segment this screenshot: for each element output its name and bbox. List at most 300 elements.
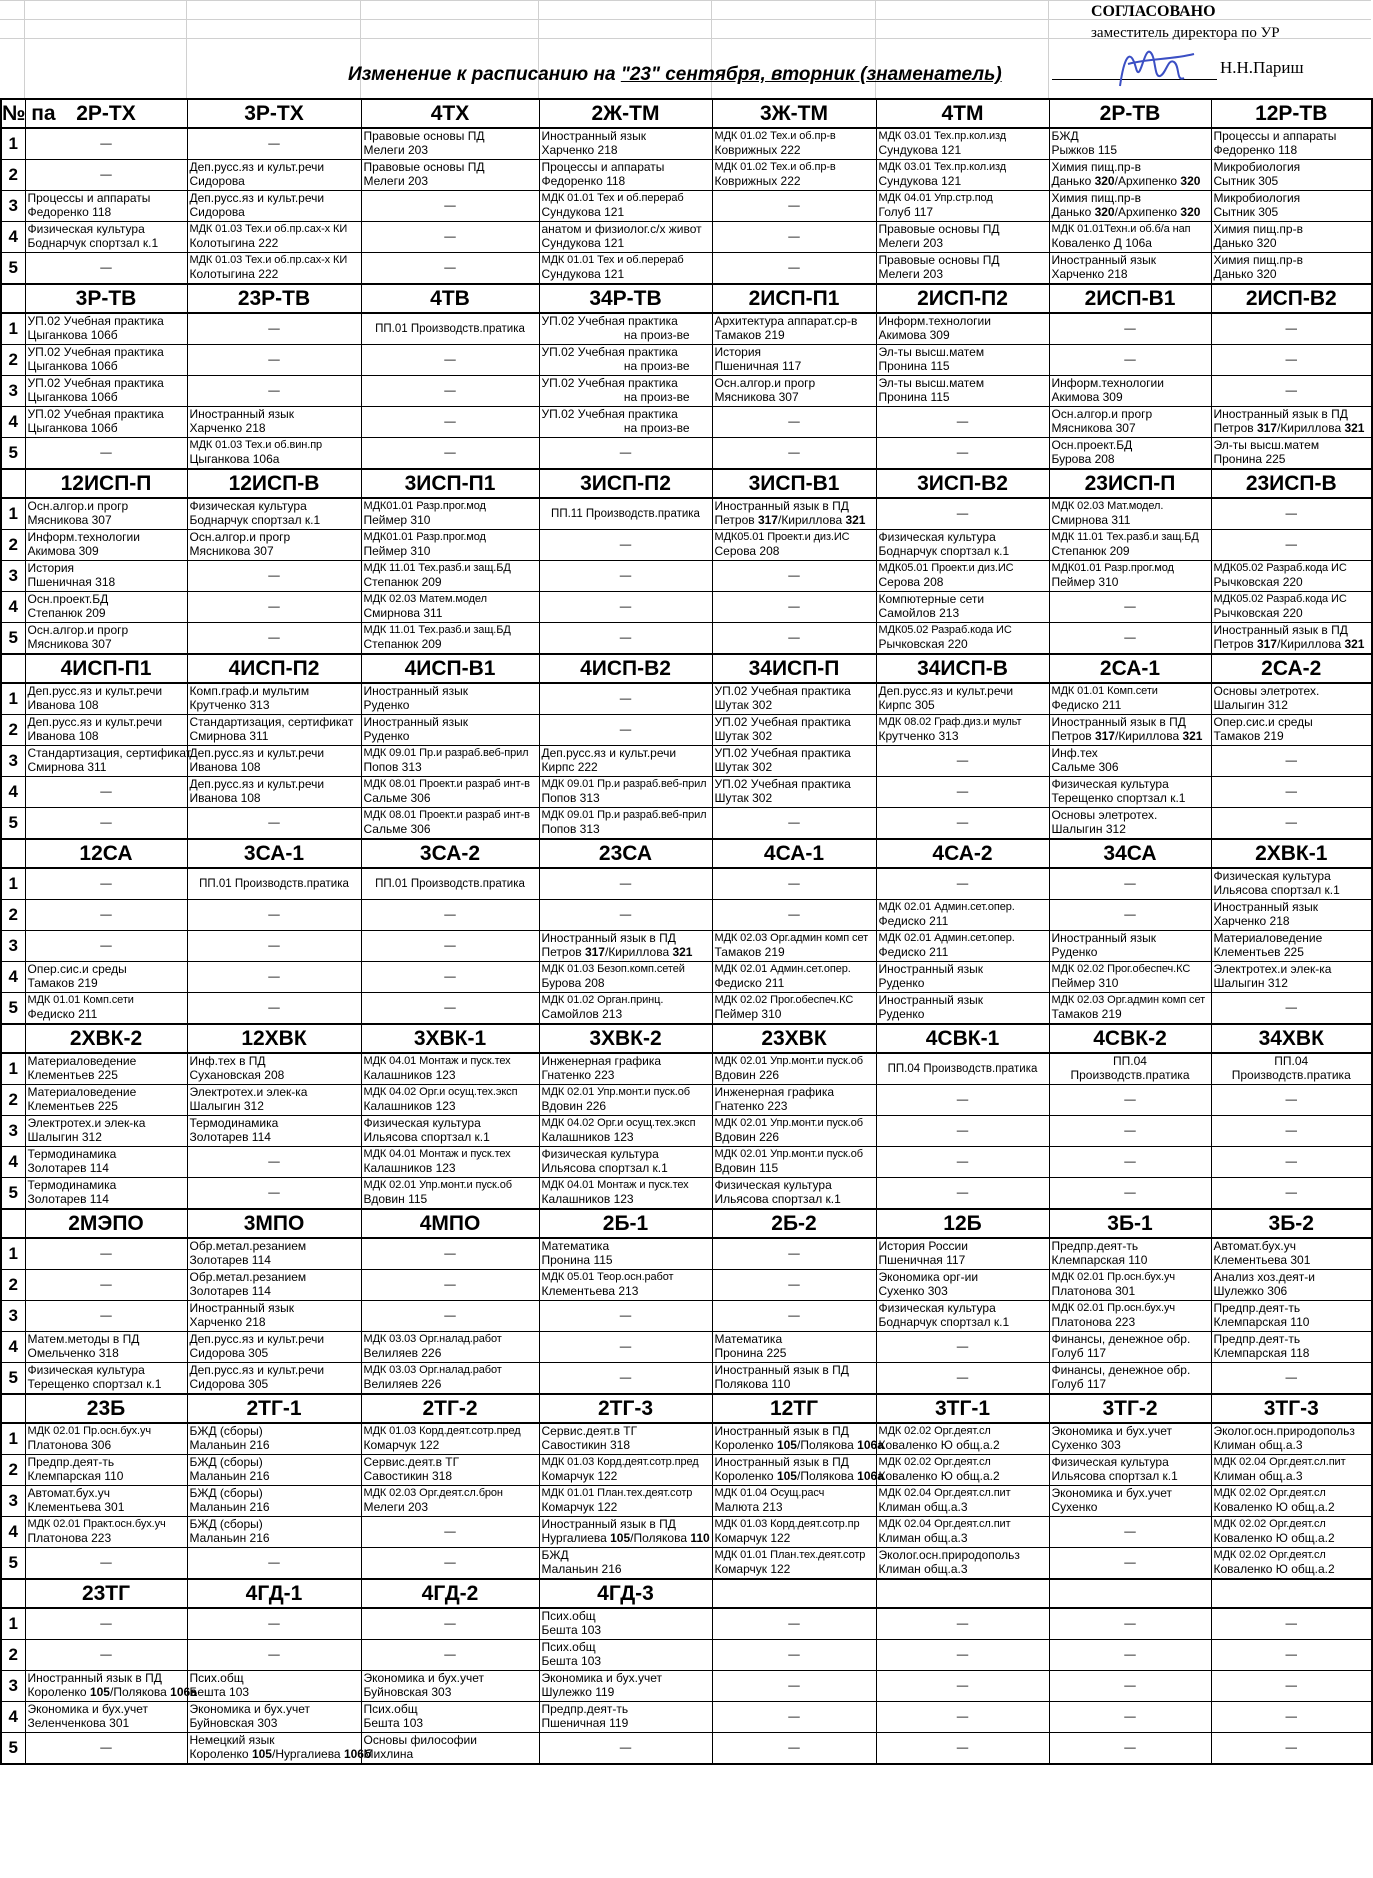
group-name: [1211, 1579, 1372, 1608]
subject: Экономика орг-ии: [878, 1270, 979, 1284]
lesson-cell: [361, 498, 539, 530]
lesson-cell: —: [361, 345, 539, 376]
lesson-cell: —: [712, 592, 876, 623]
subject: Деп.русс.яз и культ.речи: [541, 746, 677, 760]
lesson-cell: [712, 1085, 876, 1116]
teacher-room: Ильясова спортзал к.1: [363, 1130, 490, 1144]
group-name: 12СА: [25, 839, 187, 868]
group-name: 4МПО: [361, 1209, 539, 1238]
teacher-room: Руденко: [363, 729, 410, 743]
lesson-cell: [1049, 530, 1211, 561]
lesson-cell: —: [876, 746, 1049, 777]
lesson-cell: [361, 1053, 539, 1085]
teacher-room: Пеймер 310: [363, 513, 431, 527]
lesson-cell: [876, 345, 1049, 376]
teacher-room: Шутак 302: [714, 698, 773, 712]
subject: Обр.метал.резанием: [189, 1239, 307, 1253]
lesson-cell: —: [1211, 1733, 1372, 1765]
teacher-room: Тамаков 219: [714, 328, 785, 342]
lesson-number: 1: [1, 313, 25, 345]
lesson-cell: [1049, 376, 1211, 407]
group-name: 3ТГ-2: [1049, 1394, 1211, 1423]
lesson-cell: —: [361, 900, 539, 931]
page-title: [348, 64, 1002, 86]
group-name: 4ГД-3: [539, 1579, 712, 1608]
teacher-room: Платонова 306: [27, 1438, 112, 1452]
subject: МДК 01.03 Тех.и об.пр.сах-х КИ: [189, 254, 348, 266]
subject: Осн.алгор.и прогр: [714, 376, 816, 390]
subject: Деп.русс.яз и культ.речи: [189, 777, 325, 791]
subject: МДК 08.01 Проект.и разраб инт-в: [363, 778, 530, 790]
lesson-number: 5: [1, 623, 25, 655]
teacher-room: Сухановская 208: [189, 1068, 285, 1082]
lesson-cell: —: [25, 1733, 187, 1765]
teacher-room: Сундукова 121: [541, 267, 625, 281]
subject: МДК 09.01 Пр.и разраб.веб-прил: [541, 778, 707, 790]
lesson-cell: [1049, 561, 1211, 592]
page-title-prefix: Изменение к расписанию на: [348, 64, 621, 85]
lesson-number: 5: [1, 1733, 25, 1765]
teacher-room: Мясникова 307: [714, 390, 799, 404]
lesson-cell: [361, 808, 539, 840]
lesson-number: 2: [1, 900, 25, 931]
teacher-room: Петров 317/Кириллова 321: [714, 513, 866, 527]
lesson-row: [1, 746, 1372, 777]
lesson-cell: [712, 1423, 884, 1455]
subject: Иностранный язык: [189, 1301, 295, 1315]
lesson-cell: —: [1211, 1671, 1372, 1702]
lesson-cell: —: [187, 1608, 361, 1640]
lesson-cell: [876, 191, 1049, 222]
teacher-room: Коваленко Ю общ.а.2: [1213, 1562, 1335, 1576]
subject: Иностранный язык: [1051, 931, 1157, 945]
subject: Предпр.деят-ть: [1051, 1239, 1139, 1253]
lesson-cell: [1049, 1238, 1211, 1270]
subject: Комп.граф.и мультим: [189, 684, 310, 698]
lesson-row: [1, 561, 1372, 592]
lesson-cell: —: [1211, 1608, 1372, 1640]
lesson-cell: —: [25, 1301, 187, 1332]
lesson-cell: —: [539, 623, 712, 655]
subject: Электротех.и элек-ка: [1213, 962, 1332, 976]
lesson-cell: —: [187, 561, 361, 592]
subject: ПП.04: [1274, 1054, 1309, 1068]
lesson-cell: —: [876, 1332, 1049, 1363]
group-name: 3ХВК-1: [361, 1024, 539, 1053]
subject: МДК 02.01 Упр.монт.и пуск.об: [714, 1055, 863, 1067]
group-name: 2ТГ-3: [539, 1394, 712, 1423]
lesson-cell: —: [25, 868, 187, 900]
group-name: 4СА-2: [876, 839, 1049, 868]
subject: МДК05.02 Разраб.кода ИС: [1213, 562, 1347, 574]
grid-line: [0, 0, 1371, 1]
lesson-number: 2: [1, 1270, 25, 1301]
lesson-cell: —: [361, 1270, 539, 1301]
teacher-room: Попов 313: [541, 822, 600, 836]
lesson-cell: [539, 1608, 712, 1640]
subject: Микробиология: [1213, 160, 1301, 174]
subject: Инженерная графика: [714, 1085, 835, 1099]
lesson-cell: [539, 931, 712, 962]
teacher-room: Иванова 108: [27, 729, 99, 743]
subject: МДК 03.01 Тех.пр.кол.изд: [878, 130, 1007, 142]
lesson-cell: —: [712, 1640, 876, 1671]
lesson-number: 1: [1, 1238, 25, 1270]
lesson-cell: —: [539, 900, 712, 931]
teacher-room: Рычковская 220: [878, 637, 968, 651]
lesson-cell: [712, 1486, 876, 1517]
lesson-cell: —: [25, 900, 187, 931]
group-name: 2ХВК-2: [25, 1024, 187, 1053]
lesson-row: [1, 530, 1372, 561]
lesson-cell: [361, 715, 539, 746]
lesson-cell: —: [712, 900, 876, 931]
lesson-row: [1, 900, 1372, 931]
lesson-cell: [539, 313, 712, 345]
teacher-room: Сидорова 305: [189, 1377, 269, 1391]
lesson-cell: —: [876, 868, 1049, 900]
lesson-number: 1: [1, 1053, 25, 1085]
lesson-cell: [712, 1455, 884, 1486]
subject: МДК 02.04 Орг.деят.сл.пит: [878, 1487, 1011, 1499]
lesson-cell: [25, 561, 187, 592]
subject: УП.02 Учебная практика: [714, 684, 851, 698]
lesson-number: 4: [1, 1332, 25, 1363]
teacher-room: Короленко 105/Полякова 106а: [27, 1685, 197, 1699]
lesson-cell: —: [1049, 1178, 1211, 1210]
teacher-room: Федиско 211: [27, 1007, 98, 1021]
subject: Физическая культура: [1213, 869, 1331, 883]
subject: МДК 02.04 Орг.деят.сл.пит: [878, 1518, 1011, 1530]
teacher-room: Харченко 218: [1213, 914, 1290, 928]
lesson-cell: [187, 683, 361, 715]
teacher-room: Вдовин 115: [363, 1192, 428, 1206]
lesson-row: [1, 313, 1372, 345]
subject: Иностранный язык: [363, 684, 469, 698]
group-name: 12ХВК: [187, 1024, 361, 1053]
lesson-cell: ПП.01 Производств.пратика: [361, 313, 539, 345]
lesson-row: [1, 1455, 1372, 1486]
subject: Иностранный язык: [541, 129, 647, 143]
lesson-cell: [361, 592, 539, 623]
lesson-cell: [1211, 191, 1372, 222]
subject: Математика: [541, 1239, 610, 1253]
lesson-cell: —: [1211, 746, 1372, 777]
teacher-room: Калашников 123: [541, 1192, 634, 1206]
lesson-cell: [25, 1085, 187, 1116]
lesson-cell: [876, 683, 1049, 715]
lesson-number: 4: [1, 222, 25, 253]
group-name: 23ИСП-В: [1211, 469, 1372, 498]
lesson-cell: [712, 498, 876, 530]
group-header-row: [1, 284, 1372, 313]
lesson-cell: —: [712, 1301, 876, 1332]
lesson-cell: [1049, 993, 1211, 1025]
subject: БЖД (сборы): [189, 1424, 263, 1438]
subject: МДК 02.01 Админ.сет.опер.: [878, 901, 1015, 913]
lesson-cell: [1211, 623, 1372, 655]
lesson-row: [1, 160, 1372, 191]
lesson-cell: —: [187, 1178, 361, 1210]
lesson-number: 3: [1, 931, 25, 962]
lesson-cell: —: [712, 561, 876, 592]
teacher-room: Боднарчук спортзал к.1: [27, 236, 159, 250]
subject: Эколог.осн.природопольз: [1213, 1424, 1355, 1438]
teacher-room: Петров 317/Кириллова 321: [1213, 421, 1365, 435]
lesson-cell: [1211, 900, 1372, 931]
teacher-room: Пшеничная 117: [878, 1253, 966, 1267]
lesson-cell: —: [361, 1301, 539, 1332]
teacher-room: Клемпарская 110: [1051, 1253, 1148, 1267]
subject: МДК 04.01 Монтаж и пуск.тех: [363, 1148, 511, 1160]
page-title-date: "23" сентября, вторник (знаменатель): [620, 64, 1002, 85]
lesson-cell: [712, 376, 876, 407]
lesson-cell: [361, 128, 539, 160]
subject: Физическая культура: [541, 1147, 659, 1161]
teacher-room: Клементьева 301: [27, 1500, 125, 1514]
lesson-cell: [1049, 931, 1211, 962]
teacher-room: Иванова 108: [189, 791, 261, 805]
lesson-cell: [539, 1455, 712, 1486]
subject: Электротех.и элек-ка: [189, 1085, 308, 1099]
subject: МДК 02.03 Орг.админ комп сет: [714, 932, 869, 944]
lesson-cell: [1049, 746, 1211, 777]
subject: УП.02 Учебная практика: [714, 777, 851, 791]
subject: Деп.русс.яз и культ.речи: [27, 715, 163, 729]
subject: МДК 02.01 Пр.осн.бух.уч: [27, 1425, 152, 1437]
lesson-cell: —: [876, 1178, 1049, 1210]
teacher-room: Буйновская 303: [189, 1716, 278, 1730]
group-name: 2ТГ-1: [187, 1394, 361, 1423]
group-header-row: [1, 1209, 1372, 1238]
lesson-cell: [1049, 498, 1211, 530]
teacher-room: Климан общ.а.3: [878, 1531, 968, 1545]
teacher-room: Харченко 218: [189, 421, 266, 435]
teacher-room: Михлина: [363, 1747, 414, 1761]
lesson-number: 3: [1, 1486, 25, 1517]
lesson-cell: [187, 1085, 361, 1116]
subject: ПП.04: [1113, 1054, 1147, 1068]
teacher-room: Данько 320: [1213, 267, 1277, 281]
lesson-cell: [712, 1332, 876, 1363]
lesson-cell: [712, 1517, 876, 1548]
lesson-number: 1: [1, 128, 25, 160]
group-name: 2Б-1: [539, 1209, 712, 1238]
lesson-cell: [539, 345, 712, 376]
lesson-cell: [361, 530, 539, 561]
teacher-room: Степанюк 209: [363, 637, 442, 651]
lesson-cell: —: [712, 1270, 876, 1301]
teacher-room: Шутак 302: [714, 729, 773, 743]
lesson-cell: [361, 777, 539, 808]
teacher-room: Акимова 309: [27, 544, 99, 558]
group-name: 4ИСП-В2: [539, 654, 712, 683]
lesson-row: [1, 253, 1372, 285]
lesson-cell: [1211, 438, 1372, 470]
lesson-cell: [539, 1702, 712, 1733]
lesson-cell: [25, 530, 187, 561]
lesson-row: [1, 1178, 1372, 1210]
lesson-cell: [712, 931, 876, 962]
lesson-row: [1, 1702, 1372, 1733]
lesson-number: 3: [1, 561, 25, 592]
lesson-cell: —: [712, 222, 876, 253]
lesson-cell: [361, 683, 539, 715]
subject: Физическая культура: [27, 1363, 145, 1377]
subject: МДК 02.03 Орг.деят.сл.брон: [363, 1487, 503, 1499]
teacher-room: Мелеги 203: [878, 267, 944, 281]
subject: МДК 02.02 Орг.деят.сл: [1213, 1549, 1326, 1561]
lesson-cell: —: [361, 931, 539, 962]
teacher-room: Федоренко 118: [1213, 143, 1298, 157]
lesson-cell: [361, 1455, 539, 1486]
subject: Немецкий язык: [189, 1733, 275, 1747]
lesson-cell: —: [1049, 1116, 1211, 1147]
lesson-cell: —: [1049, 345, 1211, 376]
lesson-cell: [1211, 868, 1372, 900]
group-name: 4ТВ: [361, 284, 539, 313]
schedule-table: [0, 98, 1373, 1765]
group-name: 23СА: [539, 839, 712, 868]
teacher-room: Шалыгин 312: [189, 1099, 264, 1113]
lesson-cell: —: [25, 253, 187, 285]
lesson-cell: [876, 1301, 1049, 1332]
lesson-cell: —: [712, 623, 876, 655]
lesson-cell: —: [187, 808, 361, 840]
subject: Предпр.деят-ть: [1213, 1301, 1301, 1315]
subject: Информ.технологии: [27, 530, 140, 544]
lesson-number-header-blank: [1, 1579, 25, 1608]
group-name: 34Р-ТВ: [539, 284, 712, 313]
teacher-room: Комарчук 122: [541, 1469, 618, 1483]
subject: МДК 11.01 Тех.разб.и защ.БД: [363, 624, 511, 636]
lesson-cell: [187, 498, 361, 530]
group-name: 3СА-2: [361, 839, 539, 868]
subject: МДК 01.03 Корд.деят.сотр.пр: [714, 1518, 860, 1530]
lesson-cell: —: [712, 438, 876, 470]
group-name: 2ИСП-В2: [1211, 284, 1372, 313]
lesson-cell: —: [1049, 592, 1211, 623]
teacher-room: Мясникова 307: [27, 513, 112, 527]
lesson-row: [1, 1671, 1372, 1702]
subject: Иностранный язык в ПД: [541, 931, 676, 945]
subject: Правовые основы ПД: [878, 253, 1000, 267]
lesson-cell: [1049, 222, 1211, 253]
teacher-room: Мелеги 203: [363, 143, 429, 157]
teacher-room: Сальме 306: [363, 822, 431, 836]
teacher-room: Рычковская 220: [1213, 606, 1303, 620]
subject: МДК 01.01 Комп.сети: [1051, 685, 1158, 697]
subject: МДК 09.01 Пр.и разраб.веб-прил: [363, 747, 529, 759]
lesson-cell: [1049, 1486, 1211, 1517]
lesson-cell: [25, 1702, 187, 1733]
group-name: [876, 1579, 1049, 1608]
lesson-cell: —: [361, 1517, 539, 1548]
lesson-cell: —: [876, 438, 1049, 470]
subject: МДК 02.03 Мат.модел.: [1051, 500, 1164, 512]
teacher-room: Сытник 305: [1213, 174, 1279, 188]
subject: УП.02 Учебная практика: [27, 376, 164, 390]
lesson-cell: —: [876, 1147, 1049, 1178]
group-name: 3Б-1: [1049, 1209, 1211, 1238]
lesson-cell: —: [187, 1548, 361, 1580]
group-name: 2Ж-ТМ: [539, 99, 712, 128]
subject: Иностранный язык в ПД: [541, 1517, 676, 1531]
teacher-room: Платонова 223: [1051, 1315, 1136, 1329]
teacher-room: Тамаков 219: [714, 945, 785, 959]
lesson-cell: —: [712, 1671, 876, 1702]
lesson-cell: [1211, 683, 1372, 715]
lesson-cell: —: [539, 1301, 712, 1332]
lesson-cell: —: [187, 623, 361, 655]
group-name: 3ИСП-П1: [361, 469, 539, 498]
teacher-room: Мясникова 307: [189, 544, 274, 558]
lesson-number: 2: [1, 160, 25, 191]
teacher-room: Акимова 309: [1051, 390, 1123, 404]
teacher-room: Коваленко Ю общ.а.2: [1213, 1531, 1335, 1545]
subject: Термодинамика: [27, 1178, 117, 1192]
lesson-cell: [712, 715, 876, 746]
teacher-room: Клемпарская 118: [1213, 1346, 1310, 1360]
lesson-cell: —: [712, 1238, 876, 1270]
teacher-room: Омельченко 318: [27, 1346, 119, 1360]
lesson-cell: —: [539, 1733, 712, 1765]
subject: Информ.технологии: [878, 314, 991, 328]
lesson-cell: [876, 530, 1049, 561]
teacher-room: Харченко 218: [1051, 267, 1128, 281]
lesson-cell: [539, 1671, 712, 1702]
lesson-cell: [1049, 160, 1211, 191]
lesson-cell: [539, 1423, 712, 1455]
teacher-room: Сундукова 121: [541, 205, 625, 219]
teacher-room: Петров 317/Кириллова 321: [1213, 637, 1365, 651]
lesson-cell: —: [712, 1608, 876, 1640]
group-name: 23ТГ: [25, 1579, 187, 1608]
lesson-cell: [539, 407, 712, 438]
teacher-room: Коваленко Ю общ.а.2: [1213, 1500, 1335, 1514]
lesson-cell: [25, 222, 187, 253]
lesson-cell: —: [187, 1147, 361, 1178]
teacher-room: Сытник 305: [1213, 205, 1279, 219]
subject: МДК 02.01 Практ.осн.бух.уч: [27, 1518, 166, 1530]
teacher-room: Колотыгина 222: [189, 236, 279, 250]
subject: БЖД: [541, 1548, 569, 1562]
subject: Компютерные сети: [878, 592, 985, 606]
teacher-room: Маланьин 216: [189, 1500, 270, 1514]
lesson-cell: [1049, 191, 1211, 222]
lesson-cell: —: [1211, 313, 1372, 345]
subject: МДК 03.01 Тех.пр.кол.изд: [878, 161, 1007, 173]
group-name: 3ТГ-1: [876, 1394, 1049, 1423]
teacher-room: Сундукова 121: [878, 174, 962, 188]
subject: Стандартизация, сертификат: [189, 715, 354, 729]
lesson-number: 2: [1, 1085, 25, 1116]
subject: МДК 04.02 Орг.и осущ.тех.эксп: [363, 1086, 518, 1098]
lesson-cell: —: [361, 376, 539, 407]
teacher-room: Мясникова 307: [1051, 421, 1136, 435]
teacher-room: Пронина 115: [878, 390, 950, 404]
subject: МДК 03.03 Орг.налад.работ: [363, 1333, 502, 1345]
lesson-cell: —: [1211, 345, 1372, 376]
lesson-cell: [187, 438, 361, 470]
lesson-cell: [712, 1053, 876, 1085]
teacher-room: Коваленко Д 106а: [1051, 236, 1152, 250]
group-name: 3Б-2: [1211, 1209, 1372, 1238]
lesson-cell: ПП.04 Производств.пратика: [876, 1053, 1049, 1085]
subject: МДК 02.01 Админ.сет.опер.: [878, 932, 1015, 944]
lesson-cell: [25, 345, 187, 376]
teacher-room: Колотыгина 222: [189, 267, 279, 281]
